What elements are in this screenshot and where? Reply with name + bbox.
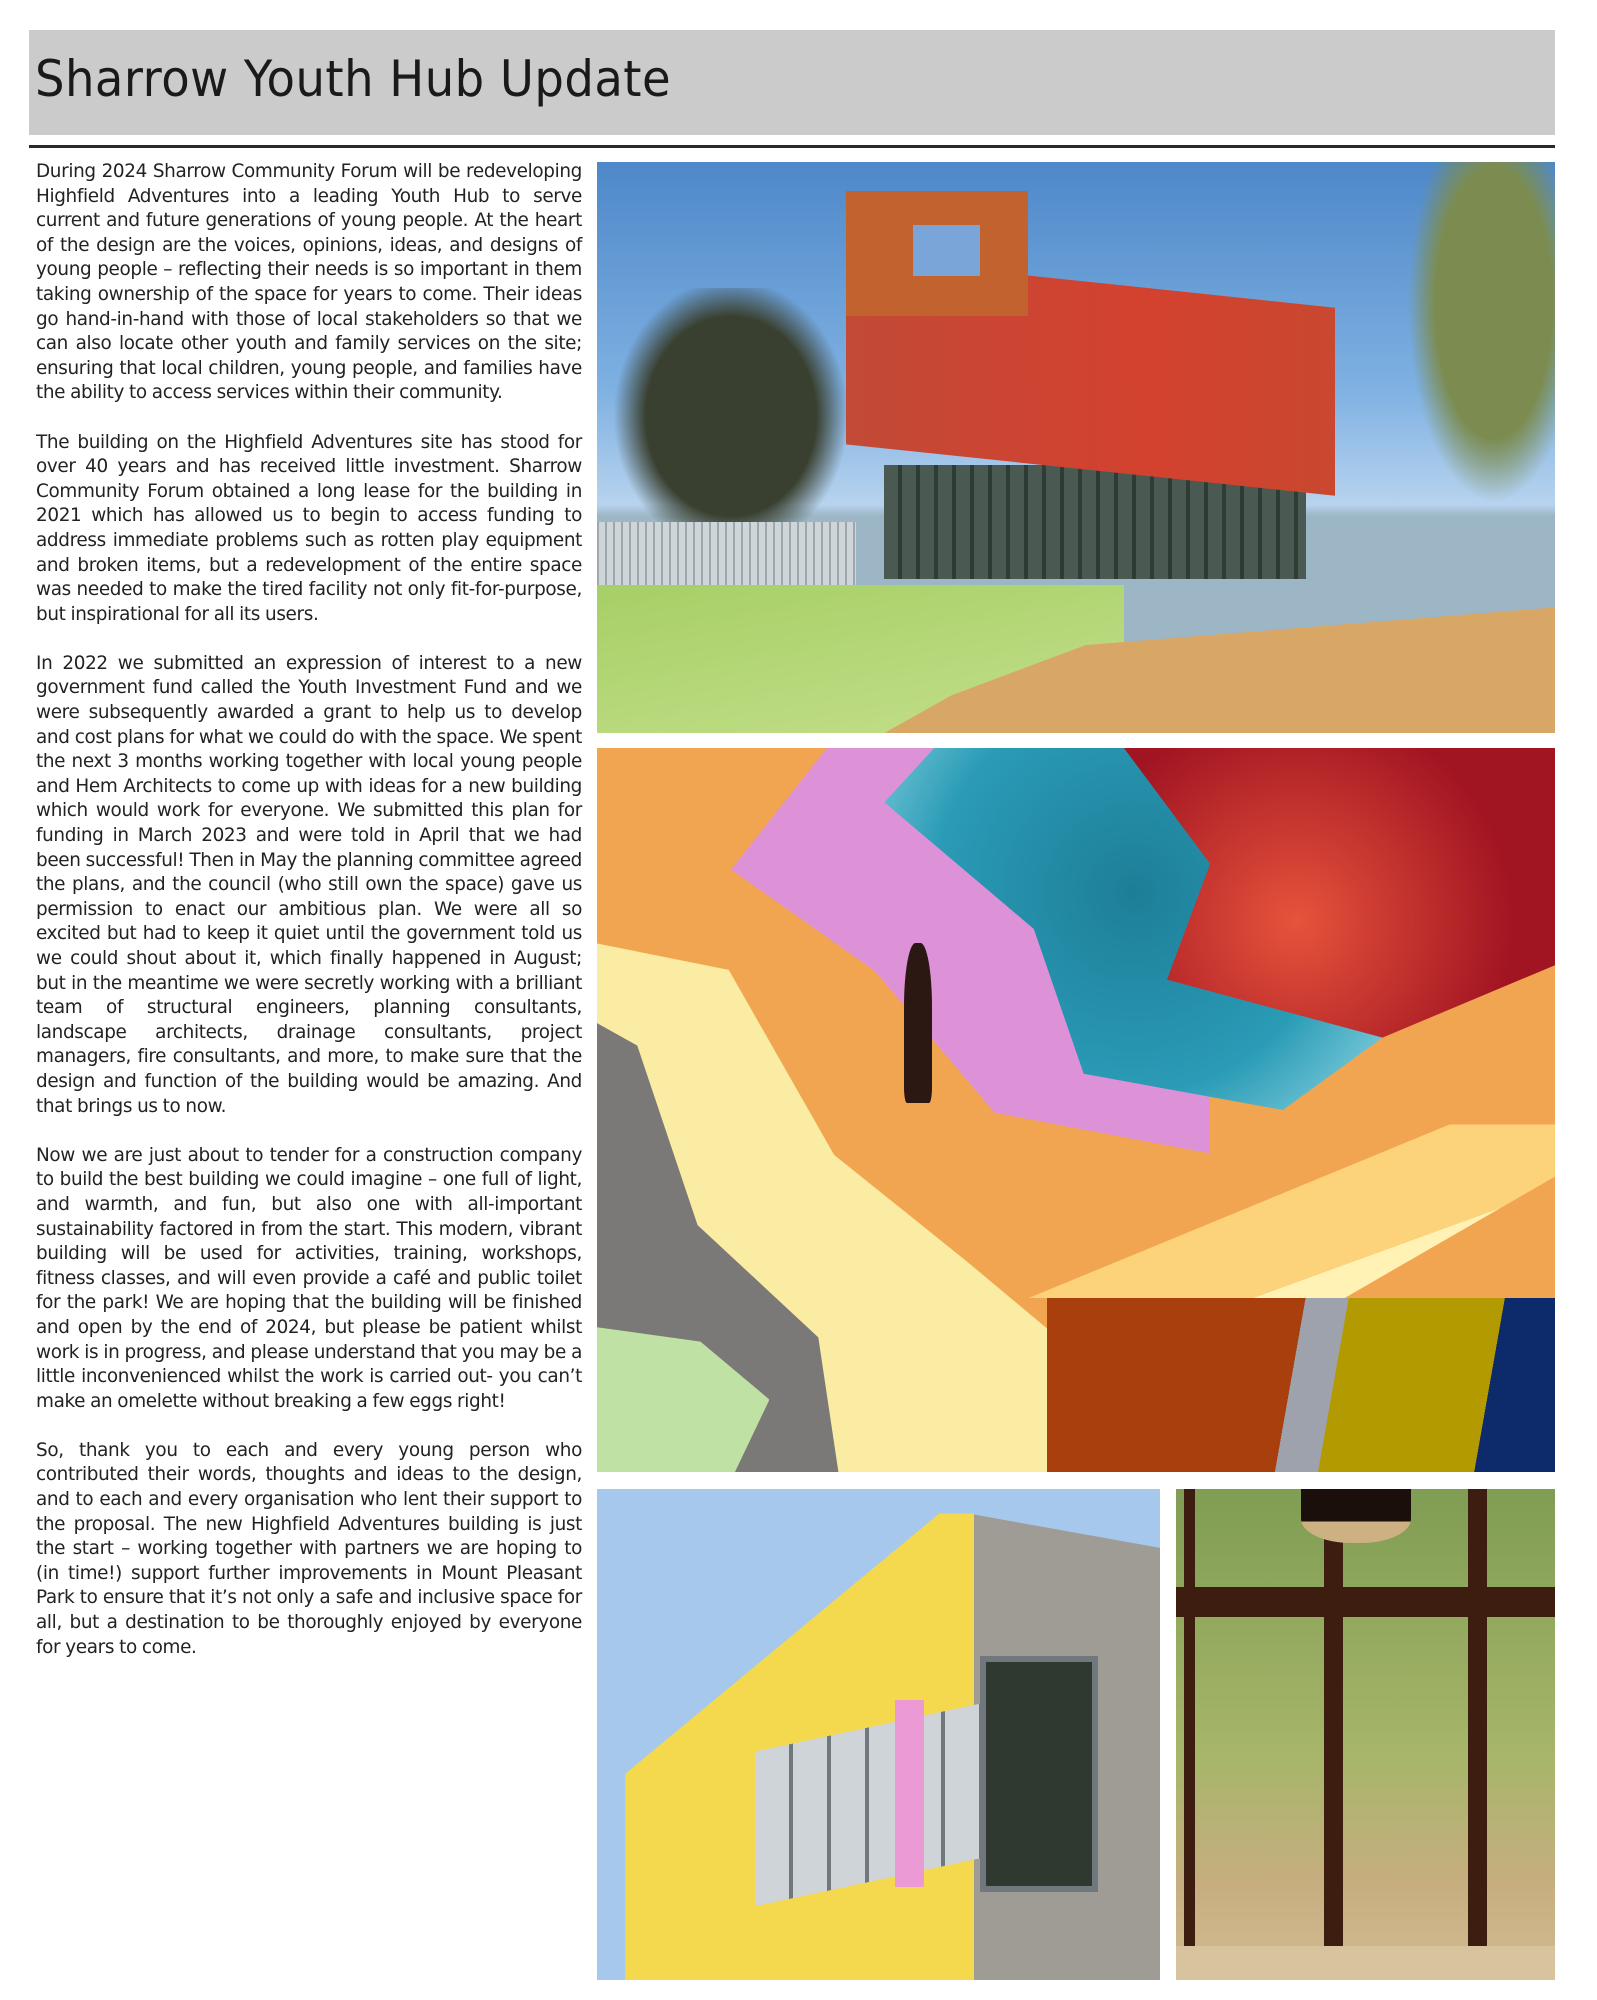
architectural-render-image [597,162,1555,733]
pink-panel [895,1700,923,1887]
tree-right [1402,162,1555,516]
yellow-building-image [597,1489,1160,1980]
door-transom [1176,1587,1555,1616]
title-divider [29,145,1555,148]
painted-box-top [1028,1124,1555,1298]
article-body [36,160,582,1685]
paragraph-history: The building on the Highfield Adventures site has stood for over 40 years and has received little investment. Sharrow Community Forum obtained a long lease for the building in 2021 which has allowed us to begin to access funding to address immediate problems such as rotten play equipment and broken items, but a redevelopment of the entire space was needed to make the tired facility not only fit-for-purpose, but inspirational for all its users. [36,431,582,625]
pendant-lamp [1301,1489,1411,1543]
colourful-pavement-image [597,748,1555,1472]
floor [1176,1946,1555,1980]
title-bar [29,30,1555,135]
paragraph-funding: In 2022 we submitted an expression of interest to a new government fund called the Youth Investment Fund and we were subsequently awarded a grant to help us to develop and cost plans for what we could do with the space. We spent the next 3 months working together with local young people and Hem Architects to come up with ideas for a new building which would work for everyone. We submitted this plan for funding in March 2023 and were told in April that we had been successful! Then in May the planning committee agreed the plans, and the council (who still own the space) gave us permission to enact our ambitious plan. We were all so excited but had to keep it quiet until the government told us we could shout about it, which finally happened in August; but in the meantime we were secretly working with a brilliant team of structural engineers, planning consultants, landscape architects, drainage consultants, project managers, fire consultants, and more, to make sure that the design and function of the building would be amazing. And that brings us to now. [36,652,582,1117]
page-title: Sharrow Youth Hub Update [35,50,672,108]
paragraph-construction: Now we are just about to tender for a construction company to build the best building we could imagine – one full of light, and warmth, and fun, but also one with all-important sustainability factored in from the start. This modern, vibrant building will be used for activities, training, workshops, fitness classes, and will even provide a café and public toilet for the park! We are hoping that the building will be finished and open by the end of 2024, but please be patient whilst work is in progress, and please understand that you may be a little inconvenienced whilst the work is carried out- you can’t make an omelette without breaking a few eggs right! [36,1144,582,1412]
painted-box-front [1047,1298,1555,1472]
paragraph-thanks: So, thank you to each and every young person who contributed their words, thoughts and ideas to the design, and to each and every organisation who lent their support to the proposal. The new Highfield Adventures building is just the start – working together with partners we are hoping to (in time!) support further improvements in Mount Pleasant Park to ensure that it’s not only a safe and inclusive space for all, but a destination to be thoroughly enjoyed by everyone for years to come. [36,1439,582,1658]
door-frame-left [1184,1489,1195,1946]
tower-opening [913,225,980,276]
paragraph-intro: During 2024 Sharrow Community Forum will be redeveloping Highfield Adventures into a leading Youth Hub to serve current and future generations of young people. At the heart of the design are the voices, opinions, ideas, and designs of young people – reflecting their needs is so important in them taking ownership of the space for years to come. Their ideas go hand-in-hand with those of local stakeholders so that we can also locate other youth and family services on the site; ensuring that local children, young people, and families have the ability to access services within their community. [36,161,582,404]
walking-person [904,943,933,1102]
corner-window [980,1656,1098,1892]
garden-doors-image [1176,1489,1555,1980]
door-frame-right [1468,1489,1487,1946]
door-frame-middle [1324,1489,1343,1946]
